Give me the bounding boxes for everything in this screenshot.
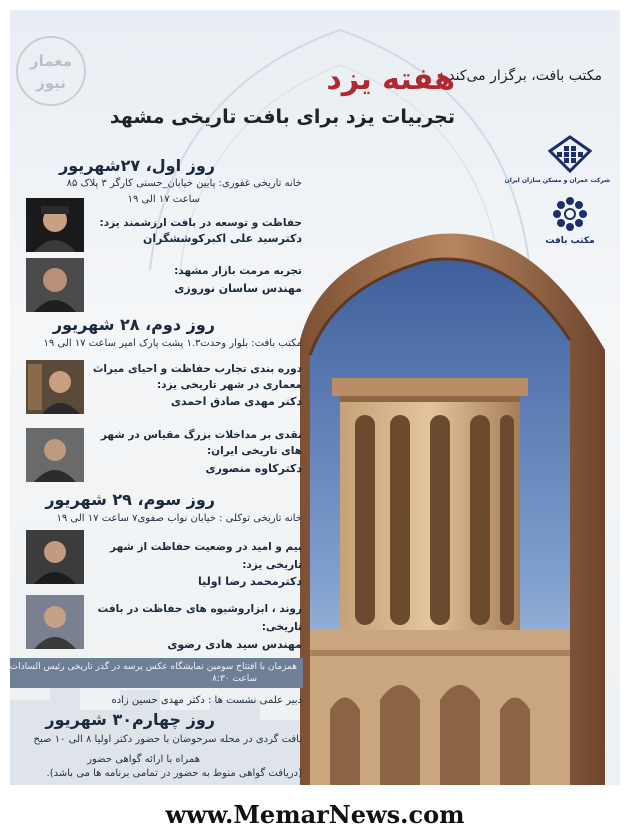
stamp-line1: معمار <box>29 52 73 70</box>
scientific-secretary: دبیر علمی نشست ها : دکتر مهدی حسین زاده <box>111 695 302 706</box>
day3-talk1-line1: بیم و امید در وضعیت حفاظت از شهر <box>110 541 302 553</box>
certificate-line1: همراه با ارائه گواهی حضور <box>87 754 200 765</box>
day3-title: روز سوم، ۲۹ شهریور <box>45 490 215 509</box>
certificate-line2: (دریافت گواهی منوط به حضور در تمامی برنامه ها می باشد). <box>46 768 302 779</box>
company-logo-icon <box>546 135 594 173</box>
page-title: هفته یزد <box>326 62 455 97</box>
day3-talk1-line2: تاریخی یزد: <box>242 559 302 571</box>
person-icon <box>26 595 84 649</box>
day2-talk1-line1: دوره بندی تجارب حفاظت و احیای میراث <box>92 363 302 375</box>
exhibition-banner <box>10 658 303 688</box>
day1-venue: خانه تاریخی غفوری: پایین خیابان_حسنی کارگر ۳ پلاک ۸۵ <box>66 178 302 189</box>
day2-talk2-line1: نقدی بر مداخلات بزرگ مقیاس در شهر <box>100 429 302 441</box>
day2-talk2-speaker: دکترکاوه منصوری <box>205 462 302 475</box>
day1-talk2-title: تجربه مرمت بازار مشهد: <box>174 265 302 277</box>
day1-talk2-speaker: مهندس ساسان نوروزی <box>174 282 302 295</box>
speaker-photo-ahmadi <box>26 360 84 414</box>
event-poster <box>10 10 620 785</box>
speaker-photo-nowrouzi <box>26 258 84 312</box>
person-icon <box>26 258 84 312</box>
website-footer: www.MemarNews.com <box>165 800 465 829</box>
company-logo-text: شرکت عمران و مسکن سازان ایران <box>504 177 610 184</box>
day2-title: روز دوم، ۲۸ شهریور <box>52 315 215 334</box>
person-icon <box>26 428 84 482</box>
stamp-line2: نیوز <box>36 74 66 92</box>
day1-talk1-speaker: دکترسید علی اکبرکوششگران <box>142 232 302 245</box>
speaker-photo-razavi <box>26 595 84 649</box>
day1-title: روز اول، ۲۷شهریور <box>59 156 215 175</box>
day3-talk2-speaker: مهندس سید هادی رضوی <box>167 638 302 651</box>
banner-line2: ساعت ۸:۳۰ <box>212 674 257 684</box>
organizer-intro: مکتب بافت، برگزار می‌کند : <box>439 68 602 84</box>
day2-talk2-line2: های تاریخی ایران: <box>206 445 302 457</box>
company-logo <box>504 135 610 184</box>
person-icon <box>26 360 84 414</box>
speaker-photo-olia <box>26 530 84 584</box>
person-icon <box>26 198 84 252</box>
day2-venue: مکتب بافت: بلوار وحدت۱.۳ پشت پارک امیر ساعت ۱۷ الی ۱۹ <box>43 338 302 349</box>
person-icon <box>26 530 84 584</box>
school-logo-text: مکتب بافت <box>545 236 595 246</box>
memar-news-stamp <box>16 36 86 106</box>
speaker-photo-mansouri <box>26 428 84 482</box>
page-subtitle: تجربیات یزد برای بافت تاریخی مشهد <box>109 106 455 128</box>
speaker-photo-koushesh <box>26 198 84 252</box>
school-logo <box>538 196 602 246</box>
day4-title: روز چهارم۳۰ شهریور <box>45 710 215 729</box>
day3-talk2-line2: تاریخی: <box>261 621 302 633</box>
school-logo-icon <box>550 196 590 232</box>
day3-talk1-speaker: دکترمحمد رضا اولیا <box>198 575 302 588</box>
day1-time: ساعت ۱۷ الی ۱۹ <box>127 194 200 205</box>
banner-line1: همزمان با افتتاح سومین نمایشگاه عکس پرسه در گذر تاریخی رئیس السادات <box>10 662 297 672</box>
day2-talk1-line2: معماری در شهر تاریخی یزد: <box>156 379 302 391</box>
day2-talk1-speaker: دکتر مهدی صادق احمدی <box>170 395 302 408</box>
day3-venue: خانه تاریخی توکلی : خیابان نواب صفوی۷ ساعت ۱۷ الی ۱۹ <box>56 513 302 524</box>
day1-talk1-title: حفاظت و توسعه در بافت ارزشمند یزد: <box>99 217 302 229</box>
day4-venue: بافت گردی در محله سرحوضان با حضور دکتر اولیا ۸ الی ۱۰ صبح <box>33 734 302 745</box>
day3-talk2-line1: روند ، ابزاروشیوه های حفاظت در بافت <box>97 603 302 615</box>
